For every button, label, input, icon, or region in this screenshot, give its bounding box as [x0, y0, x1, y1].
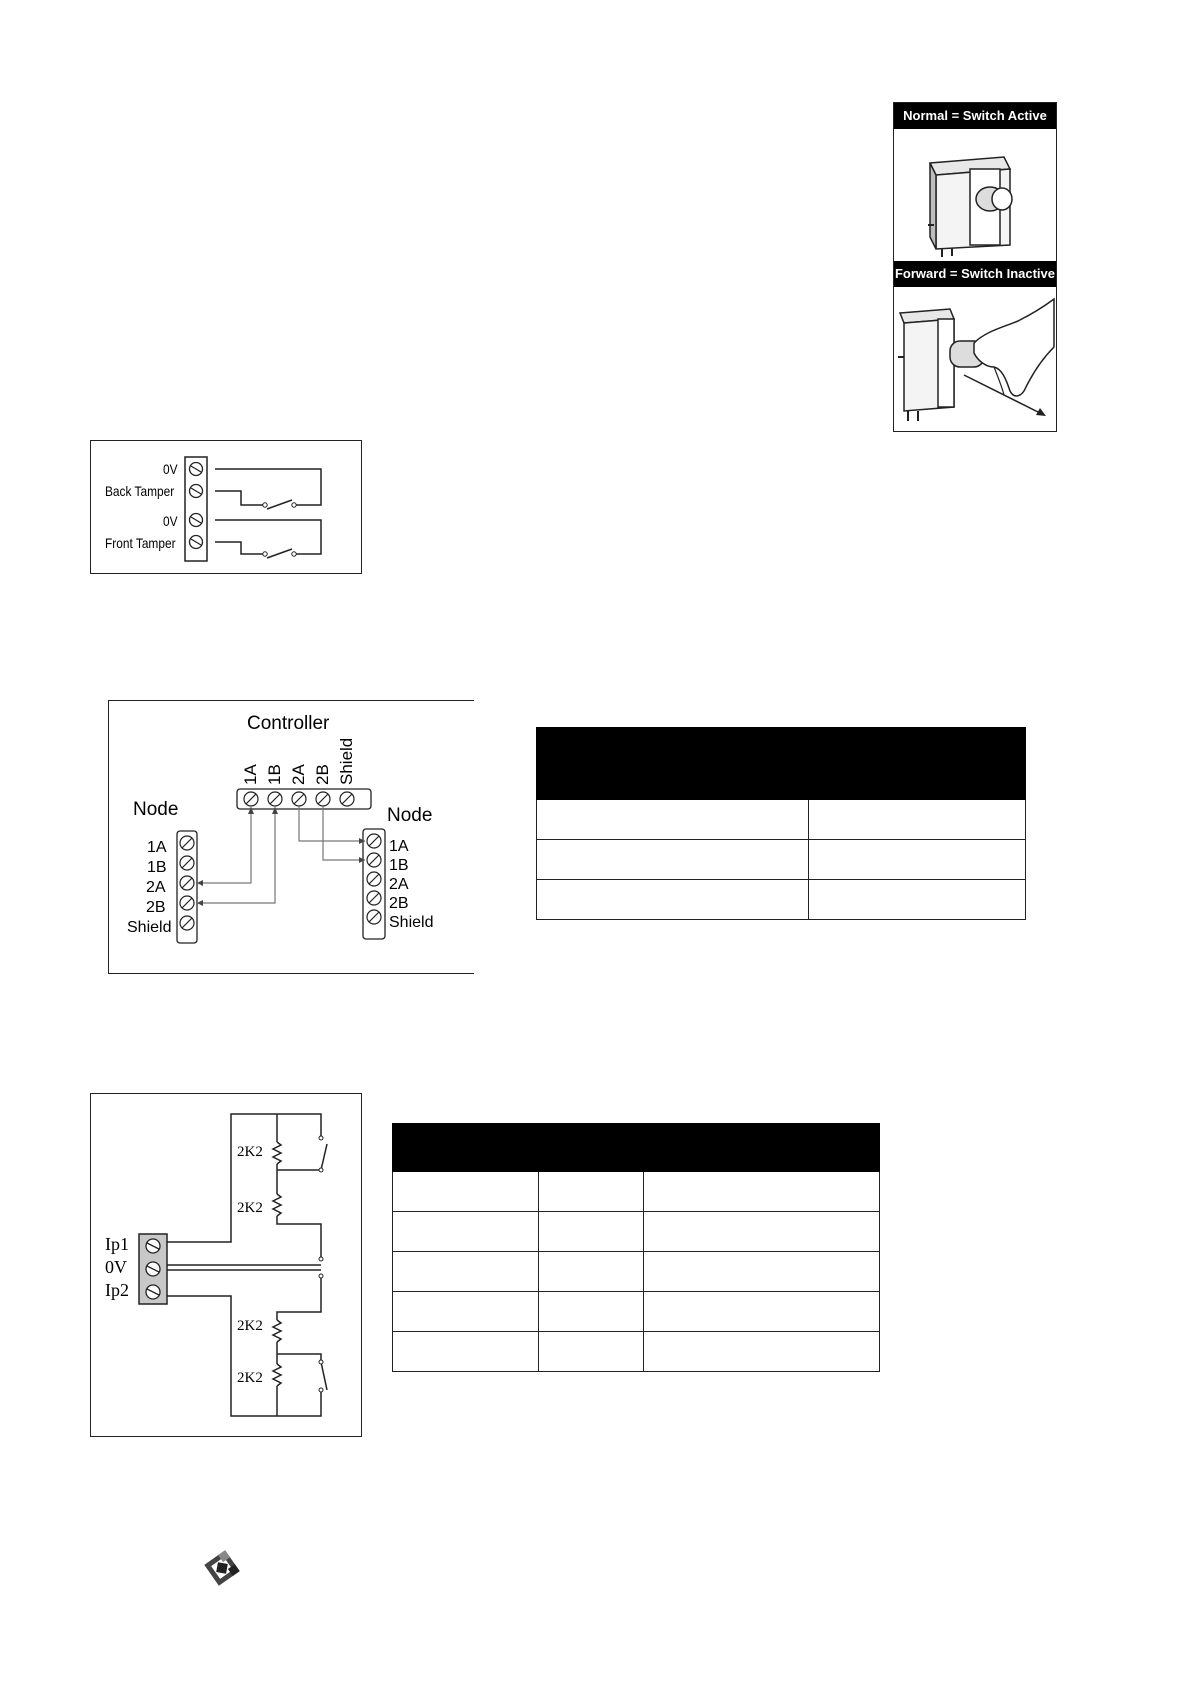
- table-cell: [809, 840, 1026, 880]
- table-row: [393, 1292, 880, 1332]
- switch-normal-illustration: [894, 129, 1056, 259]
- table-cell: [539, 1172, 644, 1212]
- table-cell: [539, 1292, 644, 1332]
- right-node-terminal-1b: 1B: [389, 857, 409, 874]
- table-cell: [539, 1252, 644, 1292]
- rs485-wiring-graphic: [109, 701, 475, 975]
- table-1-header-row: [537, 728, 1026, 800]
- normal-state-label: Normal = Switch Active: [903, 108, 1047, 123]
- terminal-label-front-tamper: Front Tamper: [105, 535, 176, 551]
- table-row: [537, 840, 1026, 880]
- left-node-terminal-2b: 2B: [146, 899, 166, 916]
- company-logo-icon: [202, 1548, 242, 1588]
- table-cell: [539, 1212, 644, 1252]
- terminal-label-ip2: Ip2: [105, 1280, 129, 1300]
- input-wiring-diagram: [90, 1093, 362, 1437]
- table-cell: [537, 840, 809, 880]
- controller-terminal-2a: 2A: [289, 764, 308, 785]
- table-2-header-row: [393, 1124, 880, 1172]
- tamper-switch-panel: [893, 102, 1057, 432]
- table-1-header-cell: [537, 728, 809, 800]
- tamper-wiring-graphic: [91, 441, 361, 573]
- terminal-label-back-tamper: Back Tamper: [105, 483, 175, 499]
- table-2-header-cell: [644, 1124, 880, 1172]
- resistor-label-1: 2K2: [237, 1144, 263, 1160]
- table-cell: [644, 1172, 880, 1212]
- right-node-terminal-1a: 1A: [389, 838, 409, 855]
- terminal-label-0v-2: 0V: [163, 513, 178, 529]
- left-node-label: Node: [133, 799, 179, 820]
- controller-terminal-shield: Shield: [337, 737, 356, 785]
- table-row: [393, 1332, 880, 1372]
- controller-terminal-1a: 1A: [241, 764, 260, 785]
- right-node-terminal-shield: Shield: [389, 914, 434, 931]
- forward-state-label: Forward = Switch Inactive: [894, 266, 1056, 281]
- table-cell: [393, 1172, 539, 1212]
- right-node-terminal-2a: 2A: [389, 876, 409, 893]
- table-row: [393, 1252, 880, 1292]
- terminal-label-0v-1: 0V: [163, 461, 178, 477]
- table-2: [392, 1123, 880, 1372]
- table-cell: [393, 1292, 539, 1332]
- table-row: [537, 880, 1026, 920]
- left-node-terminal-shield: Shield: [127, 919, 172, 936]
- table-row: [537, 800, 1026, 840]
- table-cell: [644, 1332, 880, 1372]
- table-cell: [644, 1252, 880, 1292]
- table-1: [536, 727, 1026, 920]
- resistor-label-3: 2K2: [237, 1318, 263, 1334]
- forward-state-header: [894, 261, 1056, 287]
- table-cell: [809, 800, 1026, 840]
- left-node-terminal-2a: 2A: [146, 879, 166, 896]
- table-cell: [537, 800, 809, 840]
- table-row: [393, 1212, 880, 1252]
- table-1-header-cell: [809, 728, 1026, 800]
- terminal-label-ip1: Ip1: [105, 1234, 129, 1254]
- rs485-wiring-diagram: [108, 700, 474, 974]
- left-node-terminal-1b: 1B: [147, 859, 167, 876]
- table-2-header-cell: [393, 1124, 539, 1172]
- table-cell: [393, 1332, 539, 1372]
- controller-terminal-2b: 2B: [313, 764, 332, 785]
- table-cell: [393, 1252, 539, 1292]
- resistor-label-4: 2K2: [237, 1370, 263, 1386]
- table-cell: [644, 1212, 880, 1252]
- table-cell: [809, 880, 1026, 920]
- normal-state-header: [894, 103, 1056, 129]
- table-cell: [393, 1212, 539, 1252]
- table-2-header-cell: [539, 1124, 644, 1172]
- table-cell: [539, 1332, 644, 1372]
- table-cell: [644, 1292, 880, 1332]
- left-node-terminal-1a: 1A: [147, 839, 167, 856]
- tamper-wiring-diagram: [90, 440, 362, 574]
- terminal-label-0v: 0V: [105, 1257, 127, 1277]
- resistor-label-2: 2K2: [237, 1200, 263, 1216]
- right-node-terminal-2b: 2B: [389, 895, 409, 912]
- controller-label: Controller: [247, 713, 330, 734]
- right-node-label: Node: [387, 805, 433, 826]
- switch-forward-illustration: [894, 287, 1056, 431]
- table-row: [393, 1172, 880, 1212]
- table-cell: [537, 880, 809, 920]
- input-wiring-graphic: [91, 1094, 361, 1436]
- controller-terminal-1b: 1B: [265, 764, 284, 785]
